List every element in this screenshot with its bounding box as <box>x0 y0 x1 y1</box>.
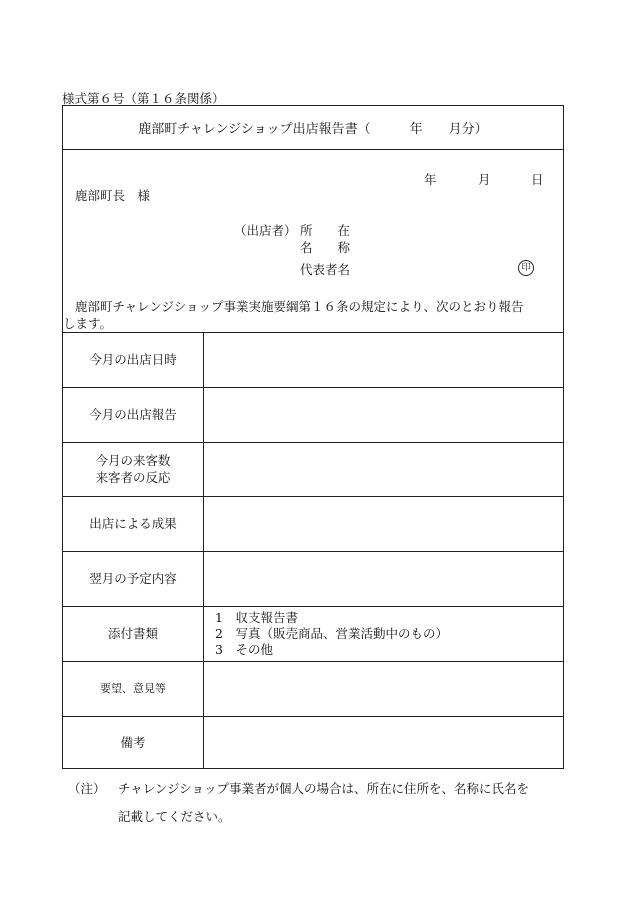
row-label-dates: 今月の出店日時 <box>89 352 177 367</box>
attachment-item: 3 その他 <box>215 642 273 657</box>
attachment-list <box>215 610 448 658</box>
attachment-item: 2 写真（販売商品、営業活動中のもの） <box>215 626 448 641</box>
addressee: 鹿部町長 様 <box>75 188 151 203</box>
table-column-divider <box>203 332 204 768</box>
report-form-frame <box>62 105 564 769</box>
date-year: 年 <box>424 172 437 187</box>
note-line-1: チャレンジショップ事業者が個人の場合は、所在に住所を、名称に氏名を <box>118 781 529 796</box>
name-label: 名 称 <box>300 240 351 255</box>
row-label-attachments: 添付書類 <box>107 626 158 641</box>
note-marker: （注） <box>68 781 106 796</box>
divider <box>63 149 563 150</box>
row-label-remarks: 備考 <box>120 734 146 750</box>
row-label-visitors: 今月の来客数 来客者の反応 <box>95 453 171 485</box>
statement-line-1: 鹿部町チャレンジショップ事業実施要綱第１６条の規定により、次のとおり報告 <box>75 299 524 314</box>
address-label: 所 在 <box>300 223 351 238</box>
representative-label: 代表者名 <box>300 262 351 277</box>
form-title: 鹿部町チャレンジショップ出店報告書（ 年 月分） <box>138 122 488 137</box>
date-month: 月 <box>478 172 491 187</box>
applicant-role: （出店者） <box>234 223 297 238</box>
date-day: 日 <box>531 172 544 187</box>
row-label-results: 出店による成果 <box>89 516 177 531</box>
form-number-label: 様式第６号（第１６条関係） <box>62 91 225 106</box>
note-line-2: 記載してください。 <box>118 809 231 824</box>
attachment-item: 1 収支報告書 <box>215 610 298 625</box>
row-label-report: 今月の出店報告 <box>89 407 177 422</box>
statement-line-2: します。 <box>63 316 113 331</box>
seal-mark: 印 <box>518 260 534 276</box>
row-label-requests: 要望、意見等 <box>100 682 166 695</box>
row-label-next-month: 翌月の予定内容 <box>89 571 177 586</box>
